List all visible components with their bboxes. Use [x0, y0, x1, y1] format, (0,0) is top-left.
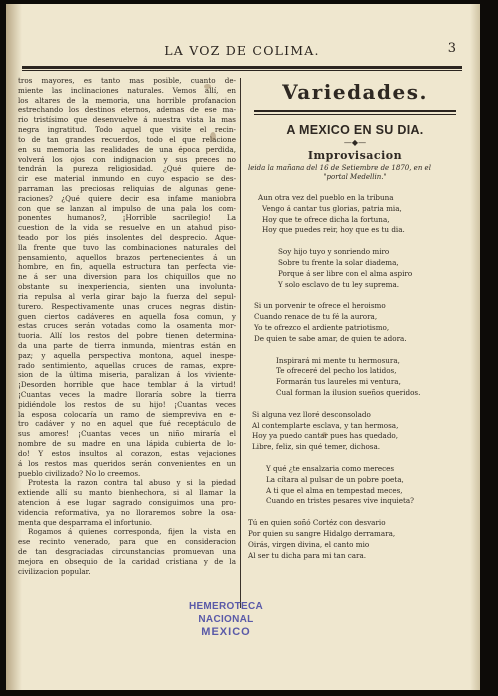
right-column: [248, 78, 462, 561]
text-line: sion de la última miseria, paralizan á los viviente-: [18, 370, 236, 380]
poem-verse: Oirás, virgen divina, el canto mio: [248, 539, 370, 549]
poem-verse: Hoy que puedes reir, hoy que es tu dia.: [262, 225, 405, 235]
text-line: miente las inclinaciones naturales. Vemos allí, en: [18, 85, 236, 95]
text-line: en su memoria las realidades de una época perdida,: [18, 144, 236, 154]
text-line: hombre, en fin, aquella estructura tan perfecta vie-: [18, 262, 236, 272]
poem-stanza: [248, 301, 462, 344]
poem-verse: Sobre tu frente la solar diadema,: [278, 257, 399, 267]
poem-stanza: [248, 193, 462, 236]
poem-verse: Soy hijo tuyo y sonriendo miro: [278, 247, 390, 257]
text-line: menta que desparrama el infortunio.: [18, 517, 153, 527]
poem-verse: Al ser tu dicha para mi tan cara.: [248, 550, 367, 560]
text-line: ria repulsa al verla girar bajo la fuerza del sepul-: [18, 291, 236, 301]
poem-verse: De quien te sabe amar, de quien te adora.: [254, 333, 407, 343]
text-line: turero. Respectivamente unas cruces negras distin-: [18, 301, 236, 311]
poem-verse: Cuando en tristes pesares vive inquieta?: [266, 496, 415, 506]
poem-dedication: [248, 164, 462, 182]
poem-body: [248, 193, 462, 561]
ornament-divider: —◆—: [343, 138, 367, 147]
text-line: extiende allí su manto bienhechora, si al llamar la: [18, 488, 236, 498]
text-line: Rogamos á quienes corresponda, fijen la vista en: [28, 527, 236, 537]
edge-shadow: [470, 4, 480, 690]
text-line: de tan desgraciadas circunstancias promuevan una: [18, 547, 236, 556]
section-rule: [254, 110, 456, 115]
poem-stanza: [248, 356, 462, 399]
poem-verse: Te ofreceré del pecho los latidos,: [276, 366, 397, 376]
poem-verse: Hoy ya puedo cantar pues has quedado,: [252, 431, 399, 441]
stamp-line-2: MEXICO: [201, 626, 251, 638]
text-line: sus amores! ¡Cuantas veces un niño miraría el: [18, 429, 236, 439]
dedication-line-2: "portal Medellin.": [323, 173, 387, 181]
dedication-line-1: leida la mañana del 16 de Setiembre de 1870, en el: [248, 164, 431, 172]
poem-title: Improvisacion: [307, 149, 403, 162]
text-line: ne á ser una diversion para los chiquillos que no: [18, 272, 236, 282]
text-line: pidiéndole los restos de su hijo! ¡Cuantas veces: [18, 399, 236, 409]
poem-verse: Porque á ser libre con el alma aspiro: [278, 268, 413, 278]
text-line: to de tan grandes recuerdos, todo el que relacione: [18, 134, 236, 144]
text-line: ¡Desorden horrible que hace temblar á la virtud!: [18, 380, 236, 390]
text-line: paz; y aquella perspectiva montona, aquel inespe-: [18, 350, 236, 360]
poem-verse: Aun otra vez del pueblo en la tribuna: [258, 193, 394, 202]
text-line: á los restos mas queridos serán convenientes en un: [18, 458, 236, 468]
poem-verse: Si un porvenir te ofrece el heroismo: [254, 301, 386, 311]
text-line: do! Y estos insultos al corazon, estas vejaciones: [18, 448, 236, 458]
poem-verse: Y solo esclavo de tu ley suprema.: [278, 279, 400, 289]
text-line: raciones? ¿Qué quiere decir esa infame maniobra: [18, 193, 236, 203]
article-title: A MEXICO EN SU DIA.: [286, 123, 424, 137]
page-header: [26, 43, 458, 63]
poem-stanza: [248, 518, 462, 561]
text-line: tros mayores, es tanto mas posible, cuanto de-: [18, 76, 236, 85]
ink-stain: [322, 432, 327, 437]
text-line: negra ingratitud. Todo aquel que visite el recin-: [18, 125, 236, 135]
text-line: ponentes humanos?, ¡Horrible sacrilegio! La: [18, 213, 236, 223]
text-line: la esposa colocaría un ramo de siempreviva en e-: [18, 409, 236, 419]
text-line: civilizacion popular.: [18, 566, 91, 576]
text-line: cuestion de la vida se resuelve en un atahud piso-: [18, 223, 236, 233]
page-number: 3: [447, 41, 456, 56]
text-line: teado por los piés insolentes del desprecio. Aque-: [18, 233, 236, 242]
text-line: obstante su inexperiencia, sienten una involunta-: [18, 282, 236, 292]
text-line: atencion á ese lugar sagrado consiguimos una pro-: [18, 497, 236, 507]
text-line: los altares de la memoria, una horrible profanacion: [18, 95, 236, 105]
poem-verse: Yo te ofrezco el ardiente patriotismo,: [254, 322, 390, 332]
text-line: guen ciertos cadáveres en aquella fosa comun, y: [18, 311, 236, 321]
poem-verse: La cítara al pulsar de un pobre poeta,: [266, 474, 404, 484]
library-stamp: [166, 600, 286, 639]
poem-verse: Si alguna vez lloré desconsolado: [252, 409, 371, 419]
ink-stain: [210, 132, 216, 141]
header-rule-thick: [22, 66, 462, 69]
text-line: mejora en obsequio de la caridad cristiana y de la: [18, 556, 236, 566]
poem-verse: Cual forman la ilusion sueños queridos.: [276, 387, 421, 397]
newspaper-page: [6, 4, 480, 690]
text-line: nombre de su madre en una lápida cubierta de lo-: [18, 439, 236, 449]
text-line: pensamiento, aquellos brazos pertenecientes á un: [18, 252, 236, 262]
section-title: Variedades.: [282, 80, 428, 104]
text-line: tendrán la pureza religiosidad. ¿Qué quiere de-: [18, 164, 236, 174]
stamp-line-1: HEMEROTECA NACIONAL: [188, 601, 264, 625]
poem-stanza: [248, 247, 462, 290]
text-line: tuoria. Allí los restos del pobre tienen determina-: [18, 331, 236, 341]
left-column-text: [18, 76, 236, 576]
text-line: tro cadáver y no en aquel que fué receptáculo de: [18, 419, 236, 429]
text-line: ese recinto venerado, para que en consideracion: [18, 537, 236, 547]
text-line: cir ese material inmundo en cuyo espacio se des-: [18, 174, 236, 184]
poem-verse: Hoy que te ofrece dicha la fortuna,: [262, 214, 390, 224]
text-line: lla frente que tuvo las combinaciones naturales del: [18, 242, 236, 252]
text-line: volverá los ojos con indignacion y sus preces no: [18, 154, 236, 164]
poem-verse: Al contemplarte esclava, y tan hermosa,: [252, 420, 399, 430]
poem-verse: Formarán tus laureles mi ventura,: [276, 377, 401, 387]
poem-verse: Tú en quien soñó Cortéz con desvario: [248, 518, 386, 528]
text-line: rado sentimiento, aquellas cruces de ramas, expre-: [18, 360, 236, 370]
text-line: da una parte de tierra inmunda, mientras están en: [18, 340, 236, 350]
text-line: con que se lanzan al impulso de una pala los com-: [18, 203, 236, 213]
header-rule-thin: [22, 70, 462, 71]
newspaper-title: LA VOZ DE COLIMA.: [164, 43, 320, 58]
text-line: Protesta la razon contra tal abuso y si la piedad: [28, 478, 236, 488]
poem-verse: Libre, feliz, sin qué temer, dichosa.: [252, 442, 381, 452]
text-line: rio tristísimo que desenvuelve á nuestra vista la mas: [18, 115, 236, 125]
poem-verse: Por quien su sangre Hidalgo derramara,: [248, 528, 396, 538]
poem-verse: Inspirará mi mente tu hermosura,: [276, 355, 400, 365]
poem-stanza: [248, 464, 462, 507]
ink-stain: [204, 84, 211, 89]
text-line: parraman las preciosas reliquias de algunas gene-: [18, 183, 236, 193]
poem-verse: Cuando renace de tu fé la aurora,: [254, 312, 378, 322]
text-line: estrechando los destinos eternos, ademas de ese ma-: [18, 105, 236, 115]
poem-verse: Vengo á cantar tus glorias, patria mia,: [262, 203, 402, 213]
text-line: ¡Cuantas veces la madre lloraría sobre la tierra: [18, 390, 236, 399]
column-divider: [240, 78, 241, 608]
poem-stanza: [248, 410, 462, 453]
text-line: videncia reformativa, ya no lloraremos sobre la osa-: [18, 507, 236, 517]
text-line: pueblo civilizado? No lo creemos.: [18, 468, 141, 478]
poem-verse: A ti que el alma en tempestad meces,: [266, 485, 403, 495]
poem-verse: Y qué ¿te ensalzaria como mereces: [266, 463, 395, 473]
text-line: estas cruces serán votadas como la osamenta mor-: [18, 321, 236, 331]
